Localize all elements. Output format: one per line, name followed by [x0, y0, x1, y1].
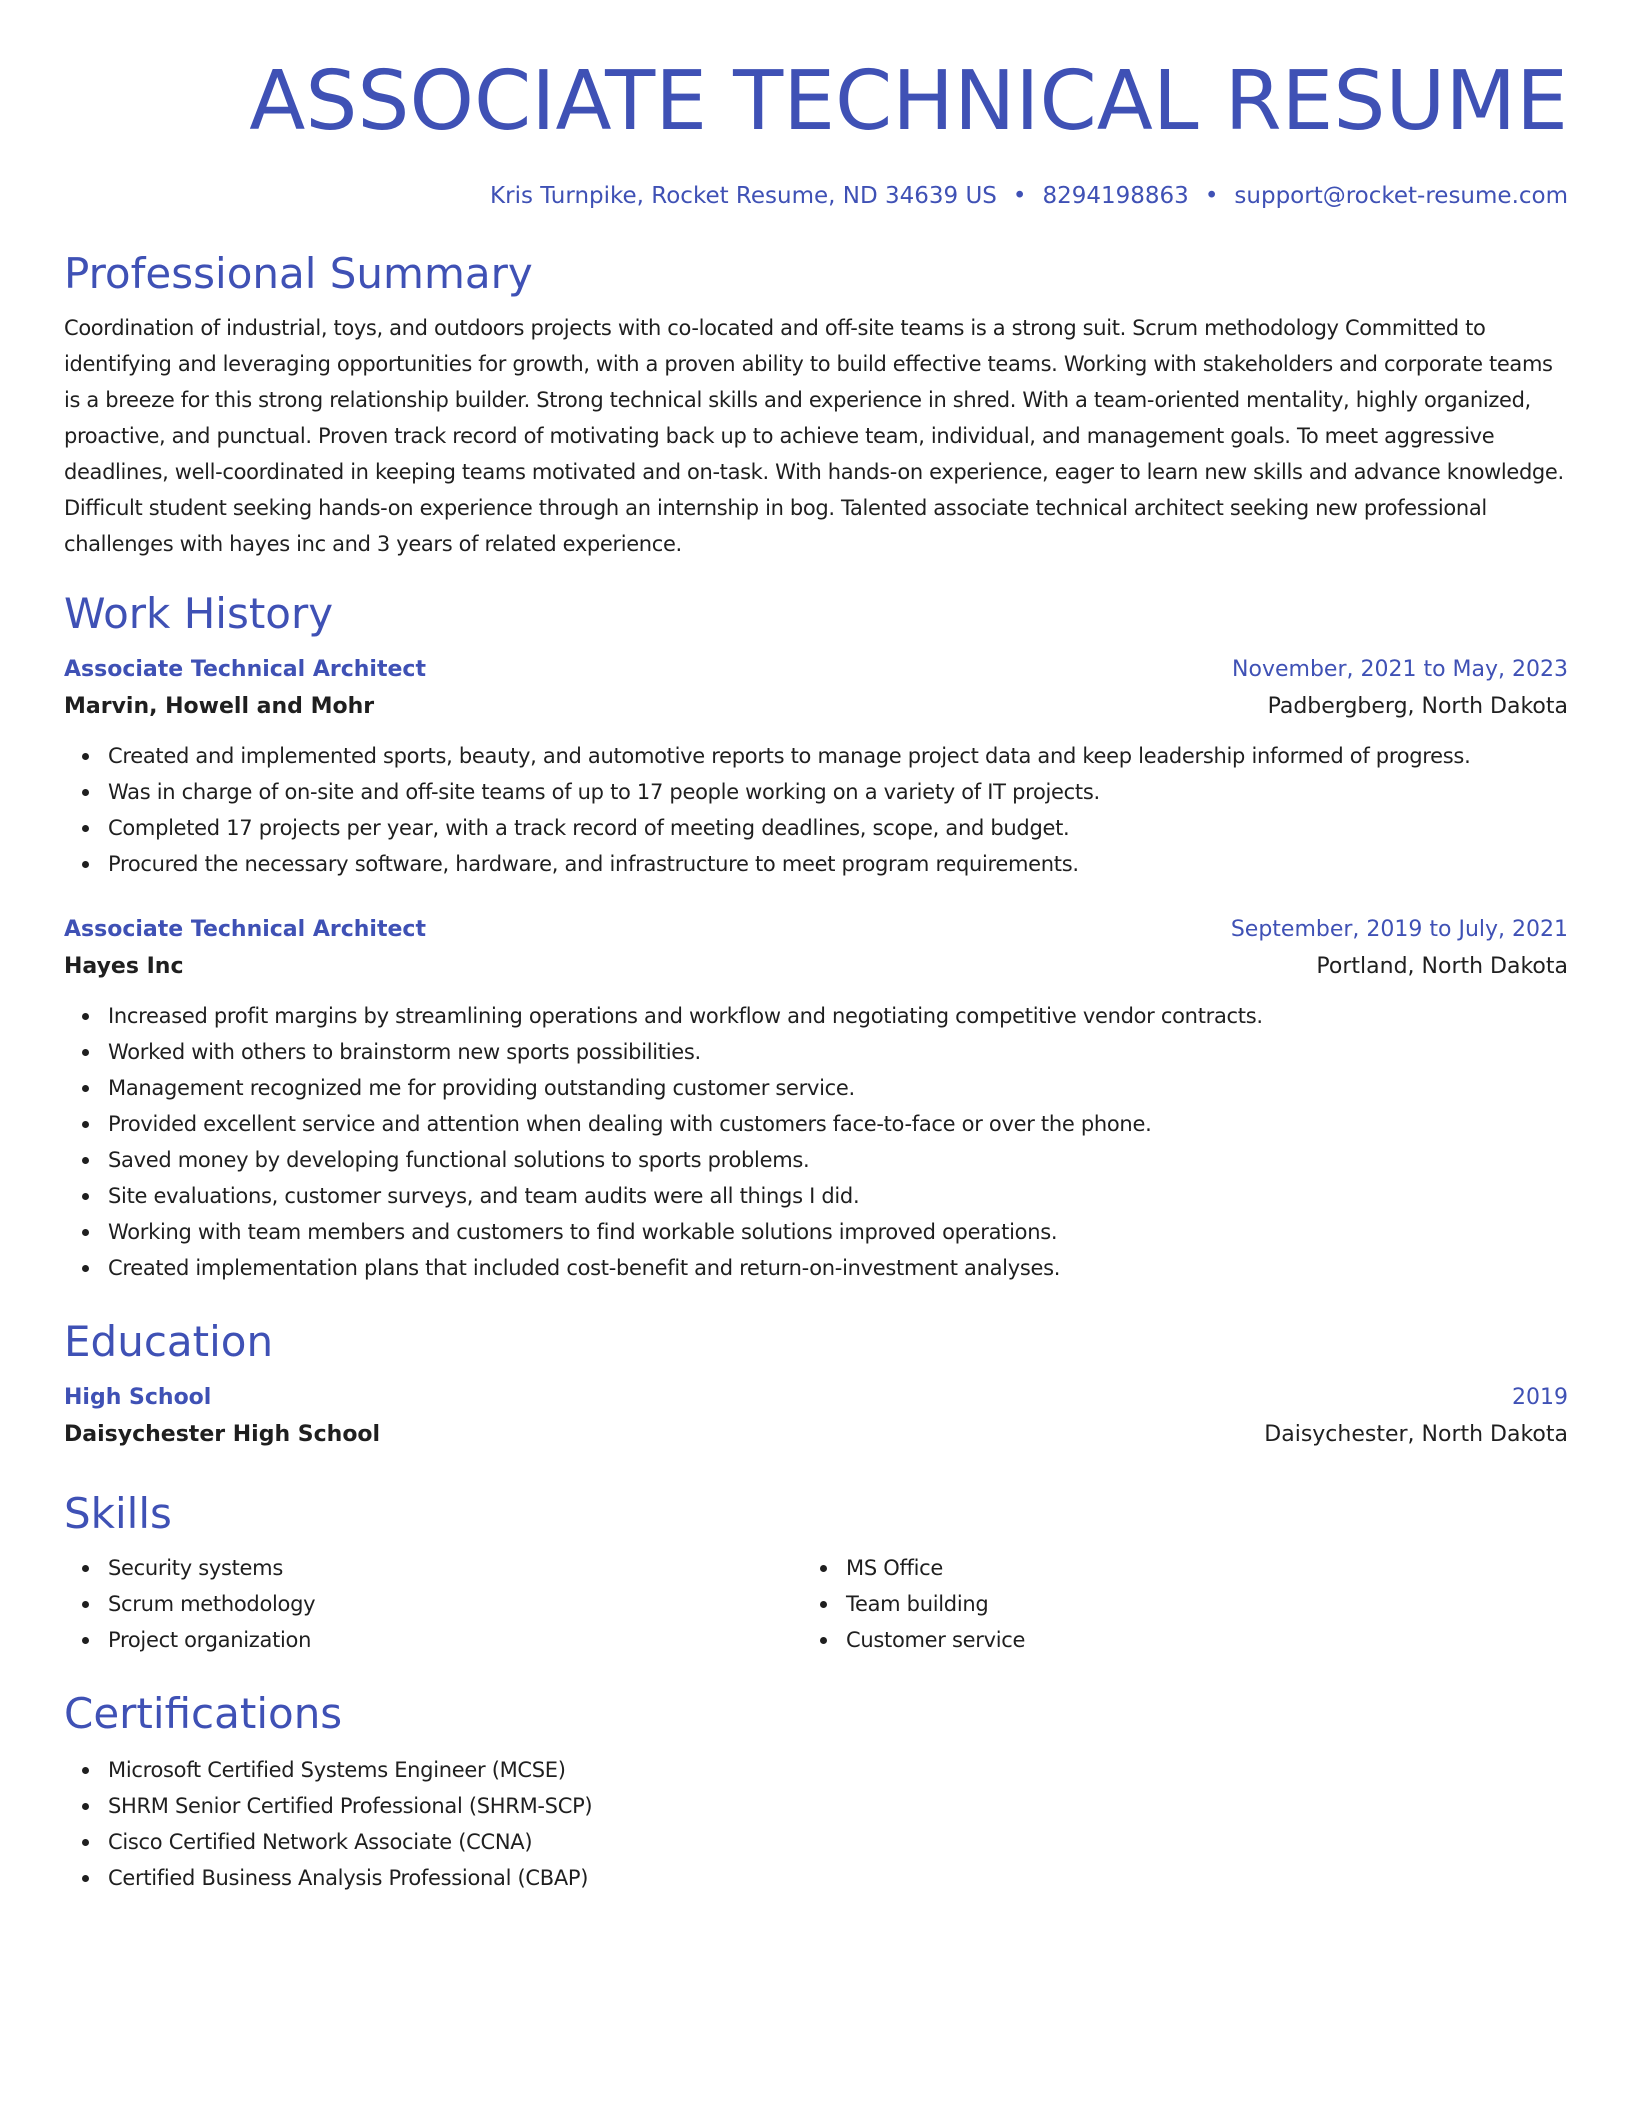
certifications-heading: Certifications [64, 1689, 343, 1738]
education-entry [64, 1380, 1568, 1454]
job-title: Associate Technical Architect [64, 657, 426, 682]
skill-item: Security systems [108, 1550, 802, 1586]
job-bullet: Created and implemented sports, beauty, and automotive reports to manage project data and keep leadership informed of progress. [108, 738, 1568, 774]
contact-separator: • [1012, 183, 1027, 209]
education-heading: Education [64, 1317, 274, 1366]
job-location: Portland, North Dakota [1316, 954, 1568, 979]
job-location: Padbergberg, North Dakota [1267, 694, 1568, 719]
job-bullet-list [64, 738, 1568, 882]
job-bullet: Increased profit margins by streamlining operations and workflow and negotiating competitive vendor contracts. [108, 998, 1568, 1034]
job-bullet-list [64, 998, 1568, 1286]
job-bullet: Created implementation plans that included cost-benefit and return-on-investment analyses. [108, 1250, 1568, 1286]
job-bullet: Was in charge of on-site and off-site teams of up to 17 people working on a variety of IT projects. [108, 774, 1568, 810]
skill-item: Scrum methodology [108, 1586, 802, 1622]
contact-address: Kris Turnpike, Rocket Resume, ND 34639 US [490, 183, 997, 209]
skill-item: Project organization [108, 1622, 802, 1658]
contact-phone: 8294198863 [1042, 183, 1189, 209]
skills-column-right [802, 1544, 1540, 1658]
contact-separator: • [1204, 183, 1219, 209]
education-location: Daisychester, North Dakota [1264, 1422, 1568, 1447]
skills-list [802, 1550, 1540, 1658]
job-company: Marvin, Howell and Mohr [64, 694, 375, 719]
job-header-row [64, 652, 1568, 688]
education-degree: High School [64, 1385, 212, 1410]
job-company: Hayes Inc [64, 954, 184, 979]
summary-heading: Professional Summary [64, 249, 533, 298]
contact-line [64, 180, 1568, 212]
work-history-heading: Work History [64, 589, 334, 638]
education-school-row [64, 1416, 1568, 1454]
job-header-row [64, 912, 1568, 948]
job-bullet: Site evaluations, customer surveys, and team audits were all things I did. [108, 1178, 1568, 1214]
skills-heading: Skills [64, 1489, 172, 1538]
certification-item: SHRM Senior Certified Professional (SHRM-SCP) [108, 1788, 1568, 1824]
skills-column-left [64, 1544, 802, 1658]
certifications-list [64, 1752, 1568, 1896]
job-title: Associate Technical Architect [64, 917, 426, 942]
job-company-row [64, 688, 1568, 726]
job-bullet: Procured the necessary software, hardware, and infrastructure to meet program requirements. [108, 846, 1568, 882]
certification-item: Certified Business Analysis Professional (CBAP) [108, 1860, 1568, 1896]
job-entry [64, 912, 1568, 1286]
skill-item: MS Office [846, 1550, 1540, 1586]
summary-text: Coordination of industrial, toys, and outdoors projects with co-located and off-site teams is a strong suit. Scrum methodology Committed to identifying and leveraging opportunities for growth, with a proven ability to build effective teams. Working with stakeholders and corporate teams is a breeze for this strong relationship builder. Strong technical skills and experience in shred. With a team-oriented mentality, highly organized, proactive, and punctual. Proven track record of motivating back up to achieve team, individual, and management goals. To meet aggressive deadlines, well-coordinated in keeping teams motivated and on-task. With hands-on experience, eager to learn new skills and advance knowledge. Difficult student seeking hands-on experience through an internship in bog. Talented associate technical architect seeking new professional challenges with hayes inc and 3 years of related experience. [64, 316, 1564, 556]
job-dates: November, 2021 to May, 2023 [1232, 657, 1568, 682]
job-company-row [64, 948, 1568, 986]
skills-grid [64, 1544, 1568, 1658]
certification-item: Microsoft Certified Systems Engineer (MCSE) [108, 1752, 1568, 1788]
education-year: 2019 [1512, 1385, 1568, 1410]
contact-email: support@rocket-resume.com [1234, 183, 1568, 209]
education-header-row [64, 1380, 1568, 1416]
job-entry [64, 652, 1568, 882]
job-bullet: Saved money by developing functional solutions to sports problems. [108, 1142, 1568, 1178]
resume-title: ASSOCIATE TECHNICAL RESUME [249, 54, 1568, 149]
job-bullet: Provided excellent service and attention when dealing with customers face-to-face or over the phone. [108, 1106, 1568, 1142]
job-bullet: Completed 17 projects per year, with a track record of meeting deadlines, scope, and budget. [108, 810, 1568, 846]
job-bullet: Management recognized me for providing outstanding customer service. [108, 1070, 1568, 1106]
certification-item: Cisco Certified Network Associate (CCNA) [108, 1824, 1568, 1860]
skill-item: Team building [846, 1586, 1540, 1622]
skill-item: Customer service [846, 1622, 1540, 1658]
job-bullet: Worked with others to brainstorm new sports possibilities. [108, 1034, 1568, 1070]
skills-list [64, 1550, 802, 1658]
job-dates: September, 2019 to July, 2021 [1230, 917, 1568, 942]
education-school: Daisychester High School [64, 1422, 381, 1447]
job-bullet: Working with team members and customers to find workable solutions improved operations. [108, 1214, 1568, 1250]
